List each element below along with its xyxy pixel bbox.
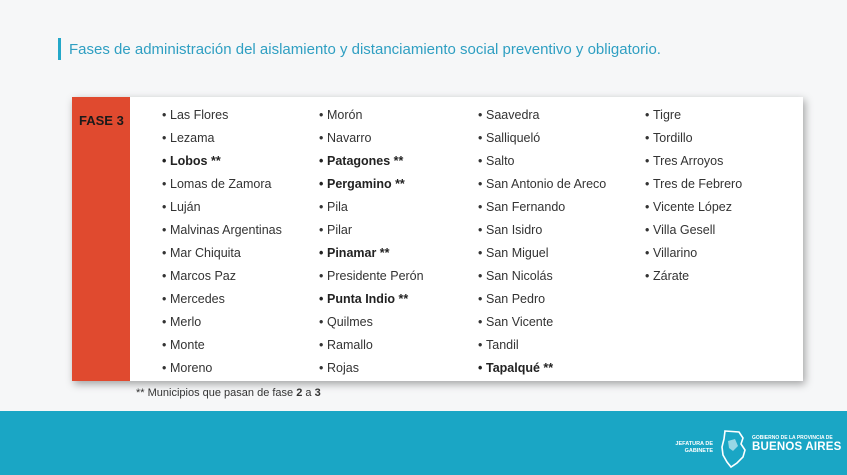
bullet-icon: • bbox=[319, 292, 324, 306]
municipality-name: Saavedra bbox=[486, 108, 540, 122]
municipality-item bbox=[478, 104, 606, 127]
municipality-item bbox=[162, 219, 282, 242]
municipality-item bbox=[645, 150, 742, 173]
bullet-icon: • bbox=[319, 108, 324, 122]
municipality-item bbox=[319, 311, 424, 334]
municipality-name: Villarino bbox=[653, 246, 698, 260]
bullet-icon: • bbox=[478, 154, 483, 168]
municipality-name: San Miguel bbox=[486, 246, 549, 260]
municipality-name: Salliqueló bbox=[486, 131, 541, 145]
municipality-name: Las Flores bbox=[170, 108, 229, 122]
bullet-icon: • bbox=[478, 315, 483, 329]
bullet-icon: • bbox=[319, 200, 324, 214]
municipality-item bbox=[645, 219, 742, 242]
jefatura-brand bbox=[649, 441, 713, 455]
municipality-item bbox=[319, 196, 424, 219]
bullet-icon: • bbox=[645, 200, 650, 214]
municipality-item bbox=[162, 196, 282, 219]
municipality-name: Tapalqué ** bbox=[486, 361, 554, 375]
phase-label: FASE 3 bbox=[79, 113, 124, 128]
municipality-item bbox=[162, 288, 282, 311]
footnote-to-phase: 3 bbox=[314, 387, 321, 399]
municipality-item bbox=[162, 334, 282, 357]
bullet-icon: • bbox=[319, 246, 324, 260]
municipality-name: Luján bbox=[170, 200, 201, 214]
municipality-name: Rojas bbox=[327, 361, 359, 375]
bullet-icon: • bbox=[319, 315, 324, 329]
municipality-name: Pergamino ** bbox=[327, 177, 405, 191]
bullet-icon: • bbox=[319, 154, 324, 168]
municipality-name: Lezama bbox=[170, 131, 215, 145]
municipality-name: Zárate bbox=[653, 269, 690, 283]
bullet-icon: • bbox=[645, 177, 650, 191]
bullet-icon: • bbox=[478, 131, 483, 145]
municipality-name: Navarro bbox=[327, 131, 372, 145]
bullet-icon: • bbox=[645, 223, 650, 237]
municipality-name: Salto bbox=[486, 154, 515, 168]
municipality-item bbox=[478, 242, 606, 265]
footnote-prefix: ** Municipios que pasan de fase bbox=[136, 387, 297, 399]
municipality-item bbox=[645, 265, 742, 288]
government-brand-big: BUENOS AIRES bbox=[752, 441, 842, 453]
bullet-icon: • bbox=[162, 315, 167, 329]
bullet-icon: • bbox=[645, 269, 650, 283]
bullet-icon: • bbox=[319, 131, 324, 145]
bullet-icon: • bbox=[319, 361, 324, 375]
municipality-name: Lomas de Zamora bbox=[170, 177, 272, 191]
municipality-name: San Pedro bbox=[486, 292, 546, 306]
bullet-icon: • bbox=[478, 223, 483, 237]
footer-bar bbox=[0, 411, 847, 475]
municipality-item bbox=[319, 265, 424, 288]
municipality-item bbox=[319, 288, 424, 311]
municipality-name: Pinamar ** bbox=[327, 246, 390, 260]
municipality-name: Punta Indio ** bbox=[327, 292, 409, 306]
municipality-item bbox=[162, 311, 282, 334]
bullet-icon: • bbox=[645, 108, 650, 122]
municipality-name: Tres de Febrero bbox=[653, 177, 743, 191]
municipality-item bbox=[478, 265, 606, 288]
municipality-name: San Isidro bbox=[486, 223, 543, 237]
municipality-name: San Antonio de Areco bbox=[486, 177, 607, 191]
bullet-icon: • bbox=[162, 177, 167, 191]
municipality-name: Tres Arroyos bbox=[653, 154, 724, 168]
bullet-icon: • bbox=[478, 269, 483, 283]
municipality-name: San Fernando bbox=[486, 200, 566, 214]
footnote-from-phase: 2 bbox=[296, 387, 303, 399]
municipality-name: San Nicolás bbox=[486, 269, 553, 283]
municipality-item bbox=[478, 127, 606, 150]
municipality-item bbox=[478, 150, 606, 173]
municipality-name: Mercedes bbox=[170, 292, 225, 306]
municipality-name: Presidente Perón bbox=[327, 269, 424, 283]
municipality-item bbox=[645, 173, 742, 196]
bullet-icon: • bbox=[319, 177, 324, 191]
municipality-item bbox=[319, 104, 424, 127]
bullet-icon: • bbox=[478, 200, 483, 214]
municipality-name: Quilmes bbox=[327, 315, 373, 329]
municipality-item bbox=[319, 242, 424, 265]
footnote bbox=[136, 387, 321, 399]
municipality-item bbox=[478, 311, 606, 334]
municipality-name: Tandil bbox=[486, 338, 519, 352]
bullet-icon: • bbox=[162, 154, 167, 168]
bullet-icon: • bbox=[162, 223, 167, 237]
government-brand bbox=[752, 435, 842, 453]
municipality-name: Morón bbox=[327, 108, 363, 122]
municipality-name: Pilar bbox=[327, 223, 353, 237]
municipality-item bbox=[478, 288, 606, 311]
jefatura-line-2: GABINETE bbox=[684, 448, 713, 454]
bullet-icon: • bbox=[478, 177, 483, 191]
municipality-item bbox=[162, 357, 282, 380]
municipality-name: Vicente López bbox=[653, 200, 732, 214]
bullet-icon: • bbox=[478, 292, 483, 306]
municipality-item bbox=[645, 242, 742, 265]
bullet-icon: • bbox=[162, 269, 167, 283]
municipality-item bbox=[162, 242, 282, 265]
bullet-icon: • bbox=[162, 292, 167, 306]
bullet-icon: • bbox=[319, 338, 324, 352]
municipality-item bbox=[478, 334, 606, 357]
municipality-name: San Vicente bbox=[486, 315, 554, 329]
bullet-icon: • bbox=[162, 361, 167, 375]
municipality-name: Malvinas Argentinas bbox=[170, 223, 282, 237]
municipality-item bbox=[319, 357, 424, 380]
municipality-name: Ramallo bbox=[327, 338, 373, 352]
municipality-item bbox=[319, 334, 424, 357]
bullet-icon: • bbox=[162, 246, 167, 260]
province-map-icon bbox=[719, 429, 747, 469]
municipality-name: Tigre bbox=[653, 108, 682, 122]
municipality-item bbox=[645, 196, 742, 219]
bullet-icon: • bbox=[162, 200, 167, 214]
municipality-item bbox=[478, 173, 606, 196]
municipality-column-2 bbox=[319, 104, 424, 380]
municipality-name: Monte bbox=[170, 338, 205, 352]
title-bar bbox=[58, 38, 661, 60]
municipality-column-4 bbox=[645, 104, 742, 288]
municipality-item bbox=[645, 127, 742, 150]
municipality-item bbox=[162, 104, 282, 127]
municipality-column-3 bbox=[478, 104, 606, 380]
bullet-icon: • bbox=[162, 338, 167, 352]
municipality-item bbox=[478, 357, 606, 380]
bullet-icon: • bbox=[478, 246, 483, 260]
municipality-item bbox=[319, 127, 424, 150]
municipality-name: Mar Chiquita bbox=[170, 246, 241, 260]
phase-strip bbox=[72, 97, 130, 381]
municipality-item bbox=[478, 196, 606, 219]
government-brand-small: GOBIERNO DE LA PROVINCIA DE bbox=[752, 435, 833, 441]
municipality-name: Villa Gesell bbox=[653, 223, 716, 237]
municipality-item bbox=[319, 219, 424, 242]
municipality-item bbox=[162, 265, 282, 288]
bullet-icon: • bbox=[478, 338, 483, 352]
page-title: Fases de administración del aislamiento y distanciamiento social preventivo y obligatorio. bbox=[69, 40, 661, 58]
bullet-icon: • bbox=[645, 131, 650, 145]
municipalities-card bbox=[72, 97, 803, 381]
municipality-name: Tordillo bbox=[653, 131, 693, 145]
bullet-icon: • bbox=[478, 361, 483, 375]
municipality-item bbox=[162, 127, 282, 150]
bullet-icon: • bbox=[319, 223, 324, 237]
municipality-name: Moreno bbox=[170, 361, 213, 375]
bullet-icon: • bbox=[162, 108, 167, 122]
footnote-middle: a bbox=[302, 387, 315, 399]
municipality-item bbox=[645, 104, 742, 127]
bullet-icon: • bbox=[319, 269, 324, 283]
municipality-item bbox=[162, 150, 282, 173]
bullet-icon: • bbox=[645, 154, 650, 168]
bullet-icon: • bbox=[162, 131, 167, 145]
municipality-name: Patagones ** bbox=[327, 154, 404, 168]
municipality-item bbox=[319, 173, 424, 196]
municipality-name: Marcos Paz bbox=[170, 269, 236, 283]
municipality-item bbox=[162, 173, 282, 196]
municipality-column-1 bbox=[162, 104, 282, 380]
municipality-name: Merlo bbox=[170, 315, 202, 329]
municipality-item bbox=[478, 219, 606, 242]
municipality-item bbox=[319, 150, 424, 173]
bullet-icon: • bbox=[478, 108, 483, 122]
jefatura-line-1: JEFATURA DE bbox=[675, 441, 713, 447]
municipality-name: Pila bbox=[327, 200, 348, 214]
municipality-name: Lobos ** bbox=[170, 154, 221, 168]
bullet-icon: • bbox=[645, 246, 650, 260]
